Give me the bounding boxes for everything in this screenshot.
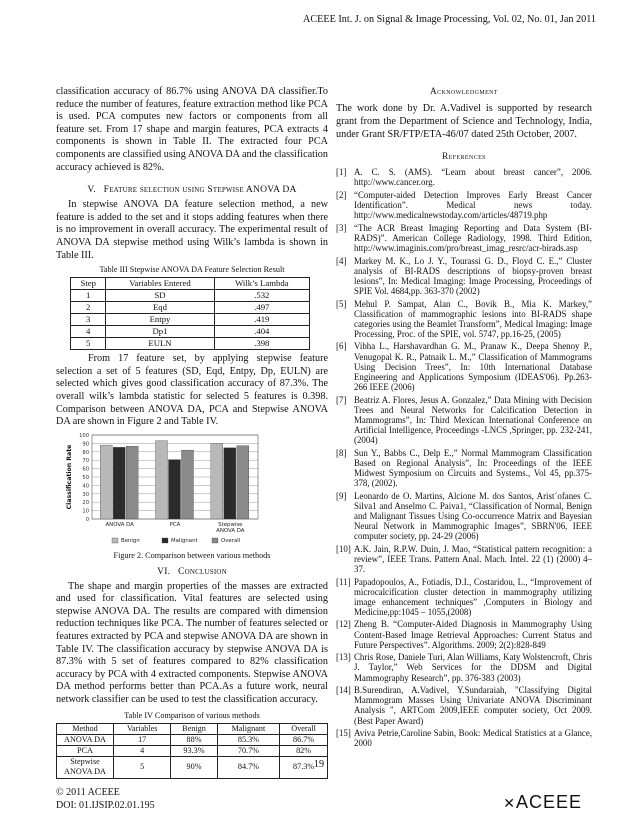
legend-label: Overall — [221, 537, 241, 544]
reference-number: [6] — [336, 341, 347, 352]
x-tick-label: ANOVA DA — [105, 521, 134, 528]
table-cell: 90% — [171, 757, 217, 778]
reference-text: Aviva Petrie,Caroline Sabin, Book: Medical Statistics at a Glance, 2000 — [354, 728, 592, 749]
bar — [169, 459, 181, 518]
y-tick-label: 40 — [82, 483, 89, 490]
reference-number: [15] — [336, 728, 351, 739]
table-cell: 4 — [71, 326, 106, 338]
table-row — [71, 314, 310, 326]
y-tick-label: 10 — [82, 508, 89, 515]
paragraph-conclusion: The shape and margin properties of the masses are extracted and used for classification. Vital features are selected using stepwise ANOVA DA. The results are compared with dimension reduction techniques like PCA. The number of features selected or features extracted by PCA and stepwise ANOVA DA are shown in Table IV. The classification accuracy by stepwise ANOVA DA is 87.3% with 5 set of features compared to 82% classification accuracy by PCA with 4 extracted components. Stepwise ANOVA DA method performs better than PCA.As a future work, neural network classifier can be used to test the classification accuracy. — [56, 580, 328, 706]
acknowledgment-heading: Acknowledgment — [430, 86, 498, 96]
bar — [182, 450, 194, 519]
left-column — [56, 86, 328, 779]
reference-item — [336, 652, 592, 682]
table-cell: .532 — [214, 290, 309, 302]
reference-number: [2] — [336, 189, 347, 200]
reference-text: B.Surendiran, A.Vadivel, Y.Sundaraiah, "Classifying Digital Mammogram Masses Using Univariate ANOVA Discriminant Analysis ", ARTCom 2009,IEEE computer society, Oct 2009. (Best Paper Award) — [354, 685, 592, 726]
reference-text: Sun Y., Babbs C., Delp E.,” Normal Mammogram Classification Based on Regional Analysis”, In: Proceedings of the IEEE Midwest Symposium on Circuits and Systems., Vol 45, pp.375-378, (2002). — [354, 447, 592, 488]
y-tick-label: 0 — [85, 516, 89, 523]
reference-item — [336, 448, 592, 488]
reference-text: Papadopoulos, A., Fotiadis, D.I., Costaridou, L., “Improvement of microcalcification cluster detection in mammography utilizing image enhancement techniques” ,Computers in Biology and Medicine,pp:1045 – 1055,(2008) — [354, 576, 592, 617]
table-row — [71, 338, 310, 350]
logo-mark-icon: ✕ — [503, 795, 516, 811]
table-cell: .404 — [214, 326, 309, 338]
table-cell: EULN — [106, 338, 214, 350]
table-row — [71, 326, 310, 338]
table-cell: Dp1 — [106, 326, 214, 338]
table-cell: 3 — [71, 314, 106, 326]
reference-text: Vibha L., Harshavardhan G. M., Pranaw K., Deepa Shenoy P., Venugopal K. R., Patnaik L. M.,” Classification of Mammograms Using Decision Trees”, In: 10th International Database Engineering and Applications Symposium (IDEAS'06). Pp.263-266 IEEE (2006) — [354, 341, 592, 392]
publisher-logo — [503, 792, 582, 813]
paragraph-stepwise: In stepwise ANOVA DA feature selection method, a new feature is added to the set and it stops adding features when there is no improvement in overall accuracy. The experimental result of ANOVA DA stepwise method using Wilk’s lambda is shown in Table III. — [56, 199, 328, 261]
legend-swatch — [162, 538, 168, 543]
y-tick-label: 50 — [82, 474, 89, 481]
acknowledgment-text: The work done by Dr. A.Vadivel is supported by research grant from the Department of Science and Technology, India, under Grant SR/FTP/ETA-46/07 dated 25th October, 2007. — [336, 103, 592, 140]
table-cell: .419 — [214, 314, 309, 326]
reference-text: Beatriz A. Flores, Jesus A. Gonzalez,” Data Mining with Decision Trees and Neural Networks for Calcification Detection in Mammograms”, In: Third Mexican International Conference on Artificial Intelligence, Proceedings -LNCS ,Springer, pp. 232-241,(2004) — [354, 394, 592, 445]
reference-text: A.K. Jain, R.P.W. Duin, J. Mao, “Statistical pattern recognition: a review”, IEEE Trans. Pattern Anal. Mach. Intel. 22 (1) (2000) 4–37. — [354, 543, 592, 574]
table-cell: 17 — [114, 734, 171, 745]
reference-number: [5] — [336, 298, 347, 309]
bar — [224, 448, 236, 519]
table-cell: 84.7% — [217, 757, 280, 778]
reference-number: [11] — [336, 576, 351, 587]
bar — [156, 440, 168, 518]
table-cell: 2 — [71, 302, 106, 314]
reference-item — [336, 299, 592, 339]
reference-item — [336, 577, 592, 617]
reference-number: [7] — [336, 394, 347, 405]
reference-text: A. C. S. (AMS). “Learn about breast cancer”, 2006. http://www.cancer.org. — [354, 167, 592, 188]
table-row — [71, 290, 310, 302]
table-header: Variables — [114, 723, 171, 734]
y-tick-label: 80 — [82, 449, 89, 456]
legend-swatch — [112, 538, 118, 543]
reference-item — [336, 190, 592, 220]
references-heading: References — [442, 151, 486, 161]
reference-number: [4] — [336, 255, 347, 266]
table3-caption: Table III Stepwise ANOVA DA Feature Selection Result — [99, 265, 285, 275]
reference-number: [14] — [336, 685, 351, 696]
table-cell: ANOVA DA — [57, 734, 114, 745]
reference-number: [13] — [336, 652, 351, 663]
table-cell: 88% — [171, 734, 217, 745]
y-tick-label: 30 — [82, 491, 89, 498]
section-number: VI. — [157, 565, 171, 577]
section-title: Feature selection using Stepwise ANOVA DA — [103, 184, 297, 196]
x-tick-label: PCA — [169, 521, 181, 528]
reference-list — [336, 167, 592, 748]
logo-text: ACEEE — [515, 792, 582, 812]
table-row — [57, 734, 328, 745]
section-heading-conclusion — [56, 566, 328, 577]
doi-text: DOI: 01.IJSIP.02.01.195 — [56, 800, 155, 811]
figure-caption: Figure 2. Comparison between various methods — [113, 550, 271, 560]
table-header: Wilk’s Lambda — [214, 278, 309, 290]
table4-caption: Table IV Comparison of various methods — [124, 710, 260, 720]
table-row — [57, 746, 328, 757]
table-cell: .497 — [214, 302, 309, 314]
table-cell: 1 — [71, 290, 106, 302]
bar-chart — [62, 431, 262, 551]
table-header: Benign — [171, 723, 217, 734]
table-row — [71, 302, 310, 314]
x-tick-label: ANOVA DA — [216, 527, 245, 534]
figure-comparison-chart — [56, 431, 328, 551]
reference-text: Zheng B. “Computer-Aided Diagnosis in Mammography Using Content-Based Image Retrieval Approaches: Current Status and Future Perspectives”. Algorithms. 2009; 2(2):828-849 — [354, 619, 592, 650]
table-header: Malignant — [217, 723, 280, 734]
reference-text: Leonardo de O. Martins, Alcione M. dos Santos, Arist´ofanes C. Silva1 and Anselmo C. Paiva1, “Classification of Normal, Benign and Malignant Tissues Using Co-occurrence Matrix and Bayesian Neural Network in Mammographic Images”, SBRN'06, IEEE computer society, pp. 24-29 (2006) — [354, 490, 592, 541]
table-cell: PCA — [57, 746, 114, 757]
section-title: Conclusion — [178, 565, 227, 577]
table-cell: 93.3% — [171, 746, 217, 757]
table-cell: 82% — [280, 746, 328, 757]
paragraph-intro: classification accuracy of 86.7% using ANOVA DA classifier.To reduce the number of features, feature extraction method like PCA is used. PCA computes new factors or components from all feature set. From 17 shape and margin features, PCA extracts 4 components is shown in Table II. The extracted four PCA components are classified using ANOVA DA and the classification accuracy achieved is 82%. — [56, 86, 328, 173]
x-tick-label: Stepwise — [218, 521, 243, 528]
reference-number: [10] — [336, 543, 351, 554]
section-heading-feature-selection — [56, 184, 328, 195]
y-axis-label: Classification Rate — [66, 444, 73, 510]
reference-number: [8] — [336, 447, 347, 458]
table-cell: 85.3% — [217, 734, 280, 745]
bar — [100, 445, 112, 519]
reference-text: Mehul P. Sampat, Alan C., Bovik B., Mia K. Markey,” Classification of mammographic lesions into BI-RADS shape categories using the Beamlet Transform”, Medical Imaging: Image Processing, Proc. of the SPIE, vol. 5747, pp.16-25, (2005) — [354, 298, 592, 339]
table-cell: 5 — [71, 338, 106, 350]
table-cell: 70.7% — [217, 746, 280, 757]
reference-number: [9] — [336, 490, 347, 501]
table-cell: 5 — [114, 757, 171, 778]
journal-header: ACEEE Int. J. on Signal & Image Processing, Vol. 02, No. 01, Jan 2011 — [303, 14, 596, 25]
table-header: Step — [71, 278, 106, 290]
reference-item — [336, 619, 592, 649]
y-tick-label: 70 — [82, 457, 89, 464]
bar — [211, 443, 223, 519]
bar — [126, 446, 138, 519]
reference-item — [336, 685, 592, 725]
reference-item — [336, 223, 592, 253]
section-number: V. — [87, 184, 96, 196]
reference-number: [3] — [336, 222, 347, 233]
table-cell: 87.3% — [280, 757, 328, 778]
table-cell: Stepwise ANOVA DA — [57, 757, 114, 778]
reference-number: [1] — [336, 167, 347, 177]
table-cell: .398 — [214, 338, 309, 350]
reference-item — [336, 395, 592, 445]
legend-swatch — [212, 538, 218, 543]
y-tick-label: 90 — [82, 441, 89, 448]
table-stepwise-result — [70, 277, 310, 350]
reference-item — [336, 341, 592, 391]
table-header: Overall — [280, 723, 328, 734]
reference-item — [336, 491, 592, 541]
paragraph-selection-result: From 17 feature set, by applying stepwise feature selection a set of 5 features (SD, Eqd, Entpy, Dp, EULN) are selected which gives good classification accuracy of 87.3%. The overall wilk’s lambda statistic for selected 5 features is 0.398. Comparison between ANOVA DA, PCA and Stepwise ANOVA DA are shown in Figure 2 and Table IV. — [56, 353, 328, 428]
reference-text: Chris Rose, Daniele Turi, Alan Williams, Katy Wolstencroft, Chris J. Taylor,” Web Services for the DDSM and Digital Mammography Research”, pp. 376-383 (2003) — [354, 652, 592, 683]
legend-label: Malignant — [171, 537, 198, 544]
reference-item — [336, 728, 592, 748]
table-header: Method — [57, 723, 114, 734]
page-number: 19 — [313, 759, 325, 770]
table-cell: Entpy — [106, 314, 214, 326]
reference-number: [12] — [336, 619, 351, 630]
right-column — [336, 86, 592, 751]
reference-text: Markey M. K., Lo J. Y., Tourassi G. D., Floyd C. E.,” Cluster analysis of BI-RADS descriptions of biopsy-proven breast lesions”, In: Medical Imaging: Image Processing, Proceedings of SPIE Vol. 4684,pp. 363-370 (2002) — [354, 255, 592, 296]
y-tick-label: 100 — [79, 432, 89, 439]
y-tick-label: 20 — [82, 499, 89, 506]
table-cell: SD — [106, 290, 214, 302]
copyright-text: © 2011 ACEEE — [56, 787, 120, 798]
table-cell: 86.7% — [280, 734, 328, 745]
reference-item — [336, 256, 592, 296]
reference-text: “Computer-aided Detection Improves Early Breast Cancer Identification”. Medical news today. http://www.medicalnewstoday.com/articles/48719.php — [354, 189, 592, 220]
table-cell: Eqd — [106, 302, 214, 314]
reference-item — [336, 167, 592, 187]
reference-item — [336, 544, 592, 574]
footer-info — [56, 786, 155, 812]
bar — [237, 445, 249, 518]
table-cell: 4 — [114, 746, 171, 757]
table-method-comparison — [56, 723, 328, 779]
y-tick-label: 60 — [82, 466, 89, 473]
reference-text: “The ACR Breast Imaging Reporting and Data System (BI-RADS)”. American College Radiology, 1998. Third Edition, http://www.imaginis.com/pro/breast_imag_resrc/acr-birads.asp — [354, 222, 592, 253]
legend-label: Benign — [121, 537, 140, 544]
table-header: Variables Entered — [106, 278, 214, 290]
bar — [113, 447, 125, 519]
